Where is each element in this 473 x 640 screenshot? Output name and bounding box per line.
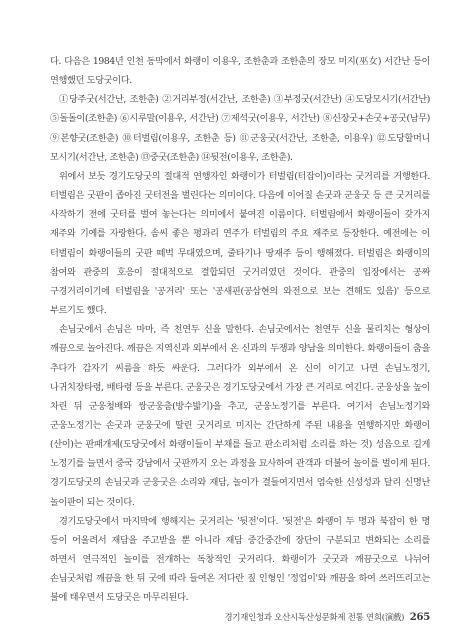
body-text [50, 52, 430, 608]
paragraph-intro: 다. 다음은 1984년 인천 동막에서 화랭이 이용우, 조한춘과 조한춘의 장모 미지(巫女) 서간난 등이 연행했던 도당굿이다. [50, 56, 430, 87]
page-number: 265 [409, 612, 430, 623]
paragraph-dwitjeon: 경기도당굿에서 마지막에 행해지는 굿거리는 '뒷전'이다. '뒷전'은 화랭이 두 명과 북잡이 한 명 등이 어울려서 재담을 주고받을 뿐 아니라 재담 중간중간에 장단이 구분되고 변화되는 소리를 하면서 연극적인 놀이를 전개하는 독창적인 굿거리다. 화랭이가 굿굿과 깨끔굿으로 나뉘어 손님굿처럼 깨끔을 한 뒤 굿에 따라 들여온 저다란 짚 인형인 '정업이'와 깨끔을 하여 쓰러뜨리고는 불에 태우면서 도당굿은 마무리된다. [50, 515, 430, 604]
page-footer [0, 611, 430, 623]
footer-title: 경기재인청과 오산시독산성문화제 전통 연희(演戲) [224, 612, 405, 622]
paragraph-teobeollim: 위에서 보듯 경기도당굿의 절대적 연행자인 화랭이가 터벌림(터잡이)이라는 굿거리를 거행한다. 터벌림은 굿판이 좁아진 굿터전을 벌린다는 의미이다. 다음에 이어질 손굿과 군웅굿 등 큰 굿거리를 사작하기 전에 굿터를 벌여 놓는다는 의미에서 붙여진 이름이다. 터벌림에서 화랭이들이 갖가지 재주와 기예를 자랑한다. 솜씨 좋은 평과리 연주가 터벌림의 주요 재주로 등장한다. 예전에는 이 터벌림이 화랭이들의 굿판 떼벅 무대였으며, 줄타기나 땅재주 등이 행해졌다. 터벌림은 화랭이의 참여와 관중의 호응이 절대적으로 결합되던 굿거리였던 것이다. 관중의 입장에서는 공짜 구경거리이기에 터벌림을 '공거리' 또는 '공새핀(공삼현의 와전으로 보는 견해도 있음)' 등으로 부르기도 했다. [50, 170, 430, 317]
paragraph-sonnimgut: 손님굿에서 손님은 마마, 즉 천연두 신을 말한다. 손님굿에서는 천연두 신을 물리치는 형상이 깨끔으로 놀아진다. 깨끔은 지역신과 외부에서 온 신과의 두쟁과 양남을 의미한다. 화랭이들이 춤을 추다가 감자기 씨름을 하듯 싸운다. 그러다가 외부에서 온 신이 이기고 나면 손님노정기, 나귀치장타령, 배타령 등을 부른다. 군웅굿은 경기도당굿에서 가장 큰 거리로 여긴다. 군웅상을 높이 차린 뒤 군웅청배와 쌍군웅춤(방수밟기)을 추고, 군웅노정기를 부른다. 여기서 손님노정기와 군웅노정기는 손굿과 군웅굿에 딸린 굿거리로 미지는 간단하게 주된 내용을 연행하지만 화랭이(산이)는 판패개제(도당굿에서 화랭이들이 부채를 들고 판소리처럼 소리를 하는 것) 성음으로 길게 노정기를 늘면서 중국 강남에서 굿판까지 오는 과정을 묘사하여 관객과 더불어 놀이를 벌이게 된다. 경기도당굿의 손님굿과 군웅굿은 소리와 재담, 놀이가 결들여지면서 엄숙한 신성성과 달리 신명난 놀이판이 되는 것이다. [50, 324, 430, 508]
paragraph-ritual-order: ①당주굿(서간난, 조한춘) ②거리부정(서간난, 조한춘) ③부정굿(서간난) ④도당모시기(서간난) ⑤돌돌이(조한춘) ⑥시루말(이용우, 서간난) ⑦제석굿(이용우, 서간난) ⑧신장굿+손굿+공굿(남무) ⑨본향굿(조한춘) ⑩터벌림(이용우, 조한춘 등) ⑪군웅굿(서간난, 조한춘, 이용우) ⑫도당할머니 모시기(서간난, 조한춘) ⑬중굿(조한춘) ⑭뒷전(이용우, 조한춘). [50, 94, 430, 163]
